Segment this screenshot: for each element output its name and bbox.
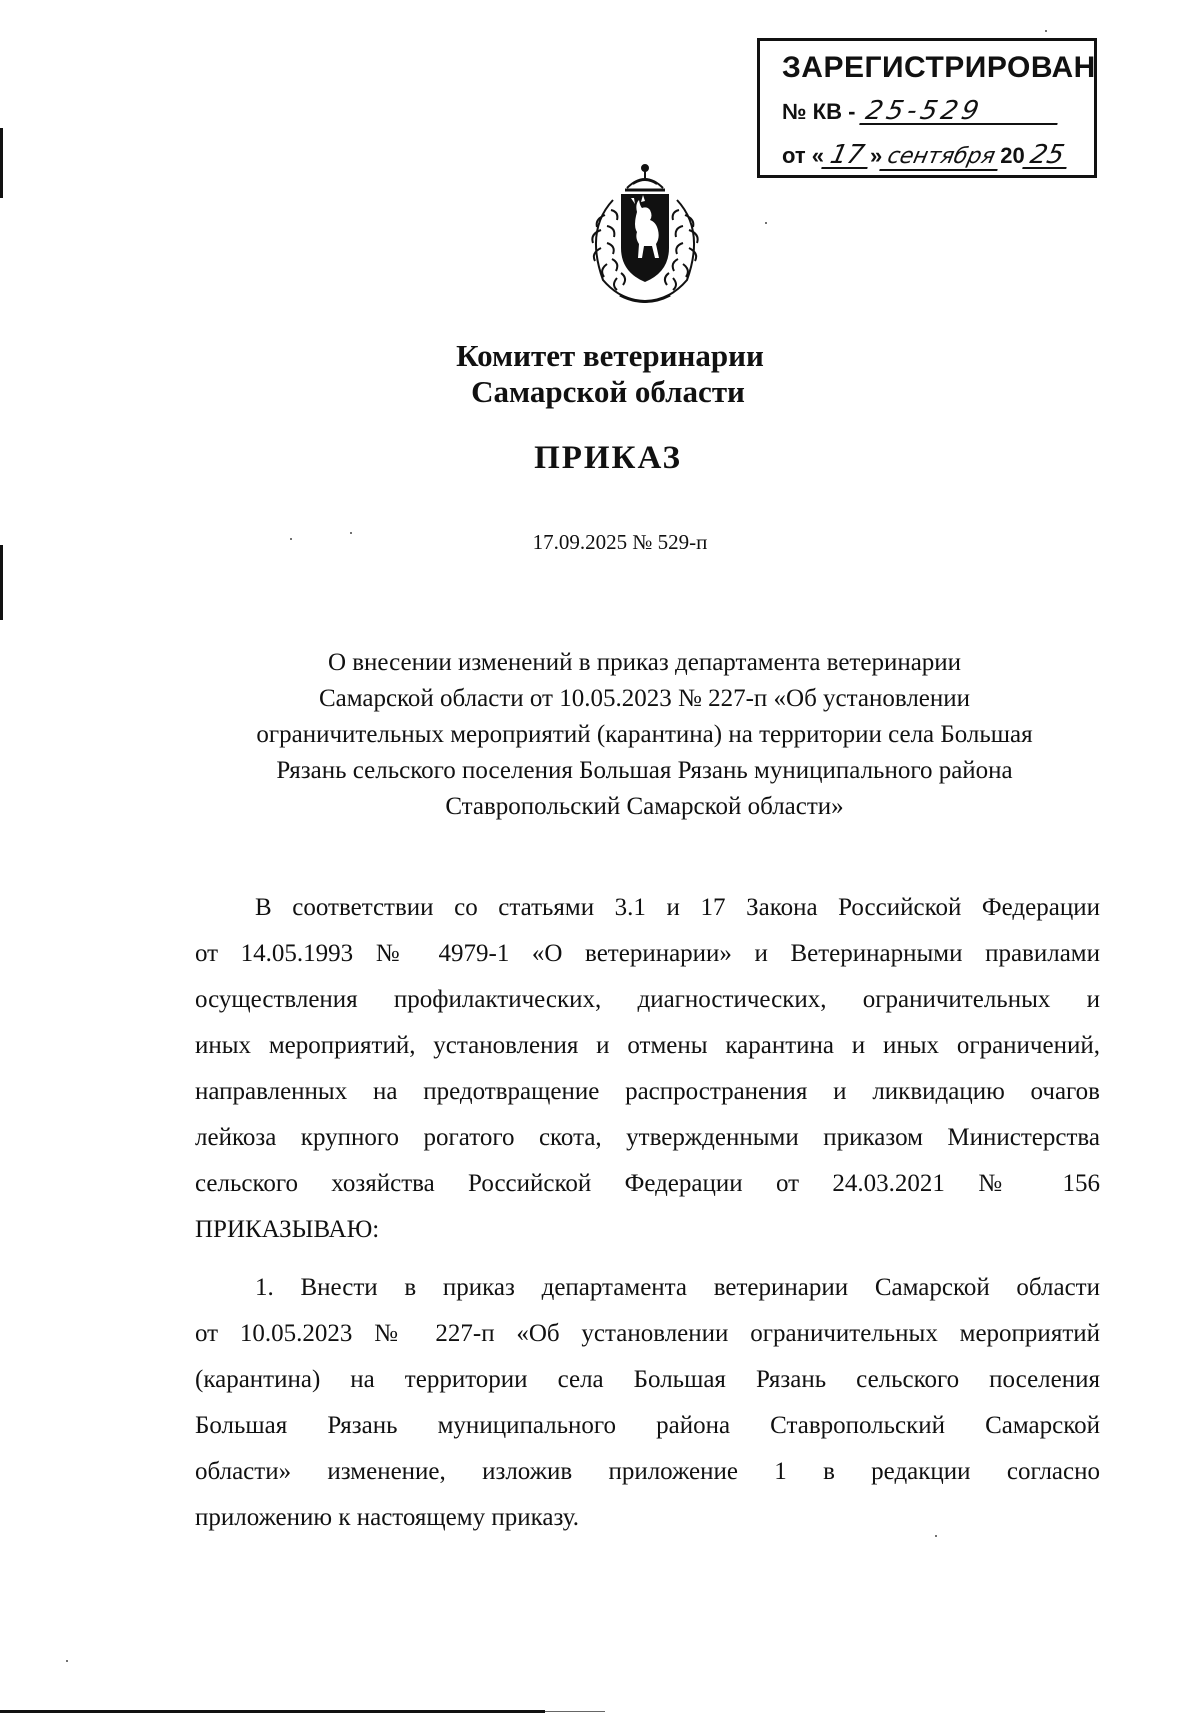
body-line: иных мероприятий, установления и отмены карантина и иных ограничений,	[195, 1032, 1100, 1059]
body-paragraph-preamble	[195, 885, 1100, 1253]
body-line: приложению к настоящему приказу.	[195, 1504, 580, 1531]
stamp-number-line	[782, 96, 1060, 126]
body-line: 1. Внести в приказ департамента ветеринарии Самарской области	[255, 1274, 1100, 1301]
body-line-order-word: ПРИКАЗЫВАЮ:	[195, 1216, 380, 1243]
organization-name-line1: Комитет ветеринарии	[456, 338, 764, 373]
stamp-title: ЗАРЕГИСТРИРОВАН	[782, 51, 1096, 84]
body-paragraph-item-1	[195, 1265, 1100, 1541]
stamp-year-prefix: 20	[1000, 143, 1025, 168]
scan-edge-bottom-faint	[545, 1711, 605, 1712]
body-line: направленных на предотвращение распространения и ликвидацию очагов	[195, 1078, 1100, 1105]
scan-edge-left-top	[0, 128, 3, 198]
body-line: области» изменение, изложив приложение 1 в редакции согласно	[195, 1458, 1100, 1485]
subject-line: ограничительных мероприятий (карантина) на территории села Большая	[256, 721, 1033, 748]
scan-edge-left-middle	[0, 545, 3, 620]
body-line: В соответствии со статьями 3.1 и 17 Закона Российской Федерации	[255, 894, 1100, 921]
registration-stamp	[757, 38, 1097, 178]
body-line: от 14.05.1993 № 4979-1 «О ветеринарии» и Ветеринарными правилами	[195, 940, 1100, 967]
stamp-date-line	[782, 140, 1069, 171]
stamp-day-suffix: »	[870, 143, 883, 168]
stamp-number-prefix: № КВ -	[782, 99, 856, 124]
body-line: (карантина) на территории села Большая Рязань сельского поселения	[195, 1366, 1100, 1393]
scan-speck	[1045, 30, 1047, 32]
scan-edge-bottom	[0, 1710, 545, 1713]
stamp-month-handwritten: сентября	[880, 145, 1004, 171]
subject-line: О внесении изменений в приказ департамента ветеринарии	[327, 649, 962, 676]
scan-speck	[66, 1660, 68, 1662]
scan-speck	[765, 222, 767, 224]
subject-line: Рязань сельского поселения Большая Рязань муниципального района	[276, 757, 1013, 784]
body-line: осуществления профилактических, диагностических, ограничительных и	[195, 986, 1100, 1013]
body-line: лейкоза крупного рогатого скота, утвержденными приказом Министерства	[195, 1124, 1100, 1151]
body-line: сельского хозяйства Российской Федерации от 24.03.2021 № 156	[195, 1170, 1100, 1197]
body-line: от 10.05.2023 № 227-п «Об установлении ограничительных мероприятий	[195, 1320, 1100, 1347]
document-type: ПРИКАЗ	[534, 440, 682, 476]
stamp-day-handwritten: 17	[821, 143, 873, 169]
stamp-number-handwritten: 25-529	[859, 99, 1063, 125]
document-date-number: 17.09.2025 № 529-п	[532, 530, 708, 554]
coat-of-arms-icon	[575, 160, 715, 310]
subject-line: Ставропольский Самарской области»	[445, 793, 844, 820]
stamp-year-handwritten: 25	[1022, 143, 1072, 169]
document-subject	[212, 645, 1077, 825]
subject-line: Самарской области от 10.05.2023 № 227-п «Об установлении	[318, 685, 971, 712]
organization-name-line2: Самарской области	[471, 374, 745, 409]
stamp-date-prefix: от «	[782, 143, 825, 168]
body-line: Большая Рязань муниципального района Ставропольский Самарской	[195, 1412, 1100, 1439]
